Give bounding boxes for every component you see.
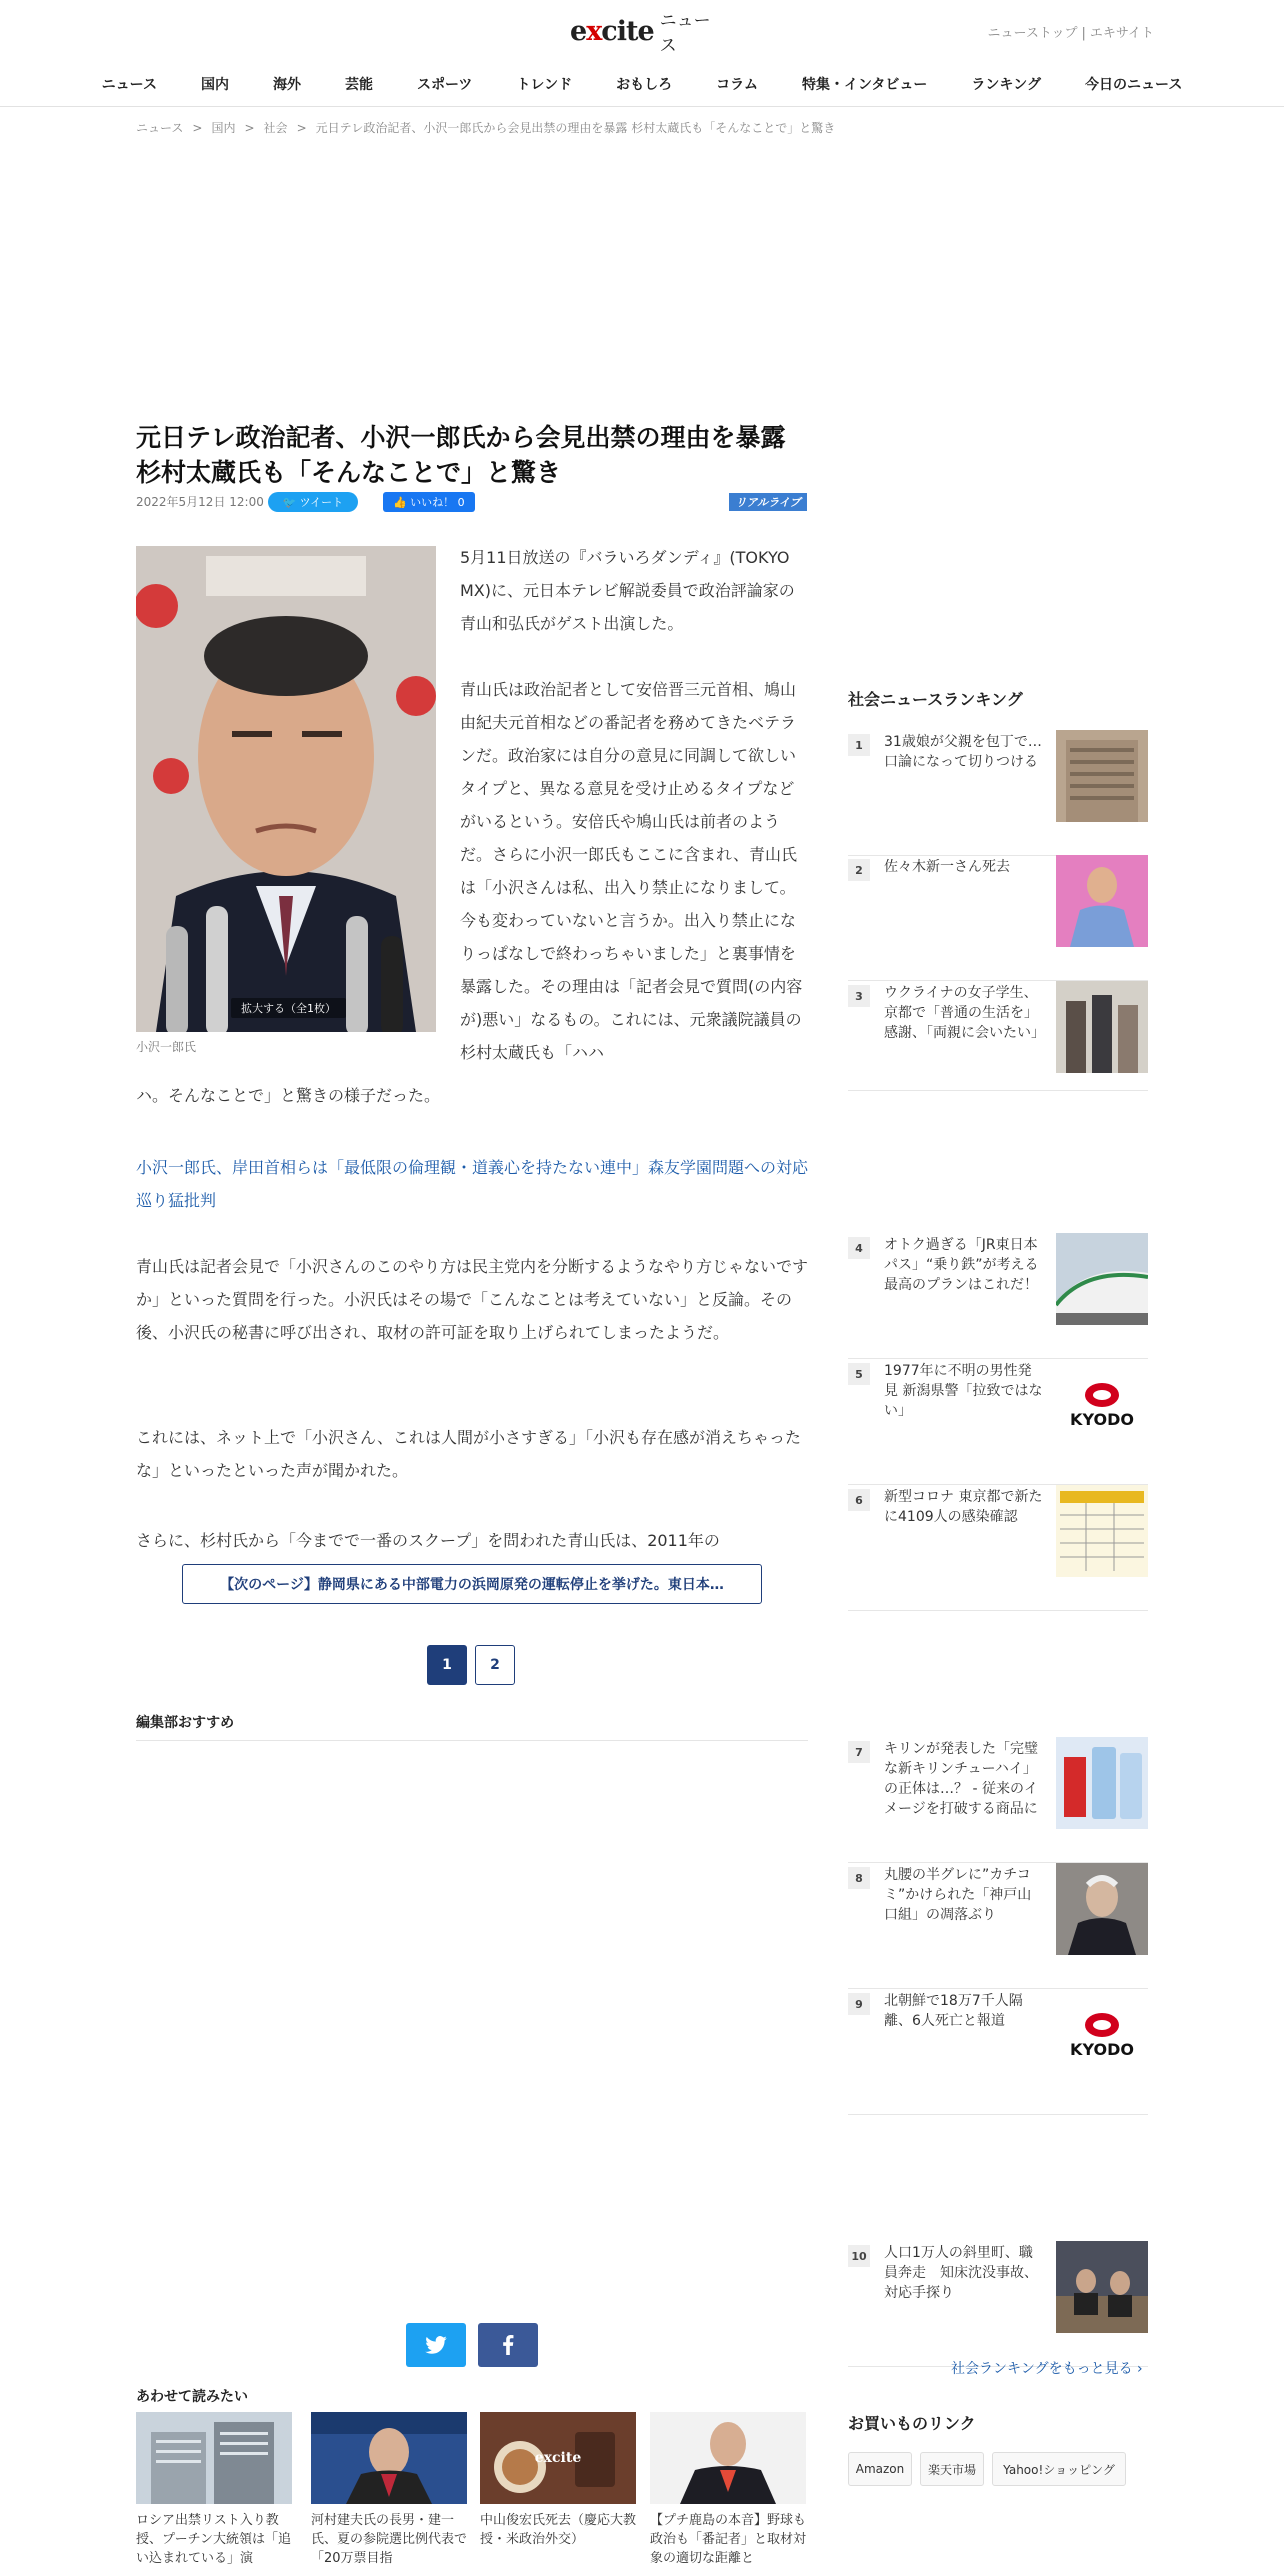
related-card[interactable] <box>650 2412 806 2568</box>
ranking-number: 10 <box>848 2245 870 2267</box>
kyodo-logo <box>1056 1989 1148 2081</box>
brand-name: excite <box>570 15 654 47</box>
nav-funny[interactable]: おもしろ <box>616 77 673 93</box>
article-paragraph: 青山氏は政治記者として安倍晋三元首相、鳩山由紀夫元首相などの番記者を務めてきたベテランだ。政治家には自分の意見に同調して欲しいタイプと、異なる意見を受け止めるタイプなどがいるという。安倍氏や鳩山氏は前者のようだ。さらに小沢一郎氏もここに含まれ、青山氏は「小沢さんは私、出入り禁止になりまして。今も変わっていないと言うか。出入り禁止になりっぱなしで終わっちゃいました」と裏事情を暴露した。その理由は「記者会見で質問(の内容が)悪い」なるもの。これには、元衆議院議員の杉村太蔵氏も「ハハ <box>460 680 803 1062</box>
ranking-number: 6 <box>848 1489 870 1511</box>
photo-enlarge-label[interactable]: 拡大する（全1枚） <box>231 998 346 1018</box>
ranking-more-link[interactable] <box>951 2358 1143 2378</box>
breadcrumb-society[interactable]: 社会 <box>263 121 288 135</box>
ranking-item[interactable] <box>848 1359 1148 1485</box>
ranking-title: キリンが発表した「完璧な新キリンチューハイ」の正体は…？ - 従来のイメージを打破する商品に <box>884 1741 1038 1817</box>
shop-amazon-button[interactable]: Amazon <box>848 2452 912 2486</box>
top-links: ニューストップ | エキサイト <box>987 26 1154 41</box>
nav-trend[interactable]: トレンド <box>516 77 573 93</box>
nav-domestic[interactable]: 国内 <box>200 77 229 93</box>
ranking-more-label: 社会ランキングをもっと見る <box>951 2361 1133 2377</box>
article-paragraph: 青山氏は記者会見で「小沢さんのこのやり方は民主党内を分断するようなやり方じゃないですか」といった質問を行った。小沢氏はその場で「こんなことは考えていない」と反論。その後、小沢氏の秘書に呼び出され、取材の許可証を取り上げられてしまったようだ。 <box>136 1257 809 1342</box>
nav-news[interactable]: ニュース <box>101 77 157 93</box>
article-paragraph: これには、ネット上で「小沢さん、これは人間が小さすぎる」「小沢も存在感が消えちゃったな」といったといった声が聞かれた。 <box>136 1428 801 1480</box>
breadcrumb-domestic[interactable]: 国内 <box>211 121 236 135</box>
page-2-button[interactable]: 2 <box>475 1645 515 1685</box>
twitter-icon <box>425 2336 447 2354</box>
ranking-item[interactable] <box>848 1233 1148 1359</box>
nav-overseas[interactable]: 海外 <box>272 77 301 93</box>
related-heading: あわせて読みたい <box>136 2389 248 2405</box>
ranking-item[interactable] <box>848 1989 1148 2115</box>
nav-feature[interactable]: 特集・インタビュー <box>801 77 928 93</box>
ranking-number: 1 <box>848 734 870 756</box>
breadcrumb-news[interactable]: ニュース <box>136 121 184 135</box>
ranking-title: 1977年に不明の男性発見 新潟県警「拉致ではない」 <box>884 1363 1043 1419</box>
like-button[interactable] <box>383 492 475 512</box>
related-card-title: 河村建夫氏の長男・建一氏、夏の参院選比例代表で「20万票目指 <box>311 2513 467 2566</box>
ranking-number: 8 <box>848 1867 870 1889</box>
top-link-excite[interactable]: エキサイト <box>1089 26 1154 41</box>
ranking-thumbnail <box>1056 981 1148 1073</box>
twitter-icon: 🐦 <box>282 495 297 509</box>
kyodo-logo <box>1056 1359 1148 1451</box>
next-page-button[interactable]: 【次のページ】静岡県にある中部電力の浜岡原発の運転停止を挙げた。東日本… <box>182 1564 762 1604</box>
ranking-number: 7 <box>848 1741 870 1763</box>
article-date: 2022年5月12日 12:00 <box>136 495 264 509</box>
related-card[interactable] <box>136 2412 292 2568</box>
ranking-thumbnail <box>1056 1233 1148 1325</box>
related-article-link[interactable]: 小沢一郎氏、岸田首相らは「最低限の倫理観・道義心を持たない連中」森友学園問題への対応巡り猛批判 <box>136 1158 809 1210</box>
ranking-thumbnail <box>1056 855 1148 947</box>
portrait-image <box>136 546 436 1032</box>
site-logo[interactable] <box>570 10 720 56</box>
breadcrumb-current: 元日テレ政治記者、小沢一郎氏から会見出禁の理由を暴露 杉村太蔵氏も「そんなことで」と驚き <box>315 121 836 135</box>
ranking-title: 人口1万人の斜里町、職員奔走 知床沈没事故、対応手探り <box>884 2245 1038 2301</box>
nav-today[interactable]: 今日のニュース <box>1085 77 1183 93</box>
ranking-number: 3 <box>848 985 870 1007</box>
article-paragraph: さらに、杉村氏から「今までで一番のスクープ」を問われた青山氏は、2011年の <box>136 1531 720 1550</box>
ranking-item[interactable] <box>848 855 1148 981</box>
ranking-thumbnail <box>1056 2241 1148 2333</box>
like-label: いいね！ 0 <box>410 496 465 509</box>
related-thumbnail <box>650 2412 806 2504</box>
shop-rakuten-button[interactable]: 楽天市場 <box>920 2452 984 2486</box>
brand-sub: ニュース <box>659 11 711 56</box>
related-thumbnail <box>311 2412 467 2504</box>
ranking-item[interactable] <box>848 1737 1148 1863</box>
ranking-thumbnail <box>1056 1863 1148 1955</box>
header-divider <box>0 106 1284 107</box>
recommend-heading: 編集部おすすめ <box>136 1715 235 1731</box>
ranking-title: 佐々木新一さん死去 <box>884 859 1010 875</box>
top-link-news-top[interactable]: ニューストップ <box>987 26 1078 41</box>
ranking-thumbnail <box>1056 1737 1148 1829</box>
kyodo-label: KYODO <box>1070 1409 1134 1429</box>
source-logo[interactable]: リアルライブ <box>729 493 807 511</box>
recommend-divider <box>136 1740 808 1741</box>
nav-sports[interactable]: スポーツ <box>416 77 473 93</box>
ranking-title: ウクライナの女子学生、京都で「普通の生活を」感謝、「両親に会いたい」 <box>884 985 1045 1041</box>
page-1-button[interactable]: 1 <box>427 1645 467 1685</box>
related-thumbnail <box>480 2412 636 2504</box>
ranking-item[interactable] <box>848 1485 1148 1611</box>
shop-yahoo-button[interactable]: Yahoo!ショッピング <box>992 2452 1126 2486</box>
chevron-right-icon: › <box>1137 2361 1143 2377</box>
related-card-title: ロシア出禁リスト入り教授、プーチン大統領は「追い込まれている」演 <box>136 2513 291 2566</box>
breadcrumb: ニュース > 国内 > 社会 > 元日テレ政治記者、小沢一郎氏から会見出禁の理由を暴露 杉村太蔵氏も「そんなことで」と驚き <box>136 121 836 135</box>
shop-heading: お買いものリンク <box>848 2414 976 2433</box>
tweet-label: ツイート <box>299 496 344 509</box>
share-twitter-button[interactable] <box>406 2323 466 2367</box>
related-card[interactable] <box>480 2412 636 2568</box>
article-photo[interactable] <box>136 546 436 1032</box>
ranking-number: 4 <box>848 1237 870 1259</box>
ranking-item[interactable] <box>848 1863 1148 1989</box>
ranking-number: 2 <box>848 859 870 881</box>
ranking-thumbnail <box>1056 1485 1148 1577</box>
ranking-title: 新型コロナ 東京都で新たに4109人の感染確認 <box>884 1489 1043 1525</box>
ranking-item[interactable] <box>848 2241 1148 2367</box>
article-paragraph: ハ。そんなことで」と驚きの様子だった。 <box>136 1086 441 1105</box>
kyodo-label: KYODO <box>1070 2039 1134 2059</box>
article-title: 元日テレ政治記者、小沢一郎氏から会見出禁の理由を暴露 杉村太蔵氏も「そんなことで」と驚き <box>136 423 786 487</box>
related-card-title: 【プチ鹿島の本音】野球も政治も「番記者」と取材対象の適切な距離と <box>650 2513 806 2566</box>
article-paragraph: 5月11日放送の『バラいろダンディ』(TOKYO MX)に、元日本テレビ解説委員で政治評論家の青山和弘氏がゲスト出演した。 <box>460 548 795 633</box>
global-nav <box>0 68 1284 106</box>
ranking-title: 丸腰の半グレに”カチコミ”かけられた「神戸山口組」の凋落ぶり <box>884 1867 1032 1923</box>
ranking-number: 9 <box>848 1993 870 2015</box>
ranking-thumbnail <box>1056 730 1148 822</box>
ranking-number: 5 <box>848 1363 870 1385</box>
related-card[interactable] <box>311 2412 467 2568</box>
ranking-title: 31歳娘が父親を包丁で…口論になって切りつける <box>884 734 1042 770</box>
ranking-item[interactable] <box>848 730 1148 856</box>
ranking-item[interactable] <box>848 981 1148 1091</box>
related-thumbnail <box>136 2412 292 2504</box>
ranking-heading: 社会ニュースランキング <box>848 690 1023 709</box>
photo-caption: 小沢一郎氏 <box>136 1040 197 1054</box>
ranking-title: オトク過ぎる「JR東日本パス」“乗り鉄”が考える最高のプランはこれだ！ <box>884 1237 1039 1293</box>
nav-entertainment[interactable]: 芸能 <box>344 77 373 93</box>
svg-text:excite: excite <box>534 2450 582 2466</box>
thumbs-up-icon: 👍 <box>393 495 408 509</box>
share-facebook-button[interactable] <box>478 2323 538 2367</box>
nav-column[interactable]: コラム <box>716 77 758 93</box>
nav-ranking[interactable]: ランキング <box>971 77 1042 93</box>
facebook-icon <box>502 2335 514 2355</box>
ranking-title: 北朝鮮で18万7千人隔離、6人死亡と報道 <box>884 1993 1023 2029</box>
tweet-button[interactable] <box>268 492 358 512</box>
related-card-title: 中山俊宏氏死去（慶応大教授・米政治外交） <box>480 2513 636 2547</box>
